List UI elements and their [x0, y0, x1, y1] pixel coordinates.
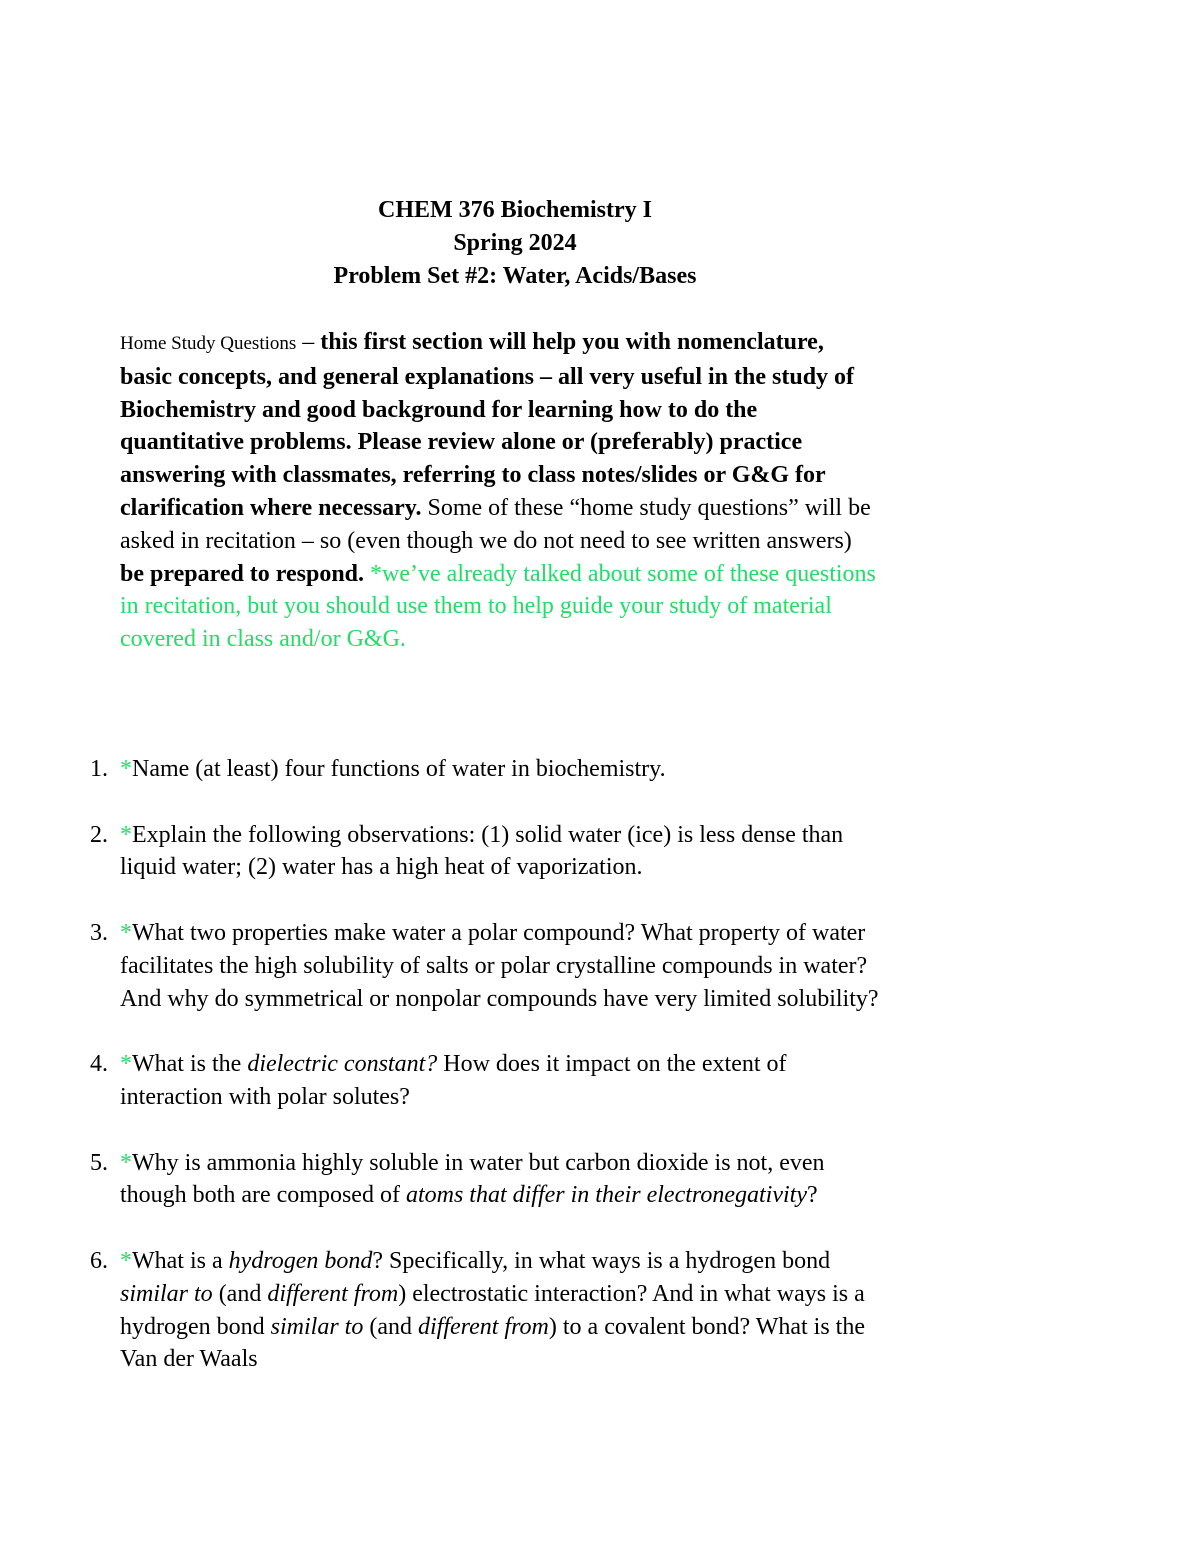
italic-term: atoms that differ in their electronegativity — [405, 1182, 807, 1209]
question-item — [90, 917, 890, 1015]
term: Spring 2024 — [453, 230, 577, 256]
question-item — [90, 1245, 890, 1376]
star-marker: * — [120, 919, 132, 946]
question-item — [90, 819, 890, 885]
italic-term: similar to — [120, 1280, 213, 1307]
question-item — [90, 1048, 890, 1114]
star-marker: * — [120, 756, 132, 782]
italic-term: hydrogen bond — [228, 1247, 373, 1274]
question-number: 1. — [90, 756, 108, 782]
question-item — [90, 753, 890, 786]
star-marker: * — [120, 1051, 132, 1078]
intro-note: *we’ve already talked about some of these questions in recitation, but you should use them to help guide your study of material covered in class and/or G&G. — [120, 560, 876, 653]
intro-bold-text: this first section will help you with nomenclature, basic concepts, and general explanations – all very useful in the study of Biochemistry and good background for learning how to do the quantitative problems. Please review alone or (preferably) practice answering with classmates, referring to class notes/slides or G&G for clarification where necessary. — [120, 329, 855, 521]
question-text: What is the — [132, 1051, 248, 1078]
question-text: Why is ammonia highly soluble in water but carbon dioxide is not, even though both are composed of — [120, 1149, 825, 1209]
question-text: How does it impact on the extent of interaction with polar solutes? — [120, 1051, 787, 1110]
question-item — [90, 1147, 890, 1213]
question-text: ) to a covalent bond? What is the Van der Waals — [120, 1313, 865, 1373]
question-text: What is a — [132, 1247, 229, 1274]
question-number: 3. — [90, 919, 108, 946]
question-text: ) electrostatic interaction? And in what ways is a hydrogen bond — [120, 1280, 865, 1340]
question-number: 5. — [90, 1149, 108, 1176]
intro-label: Home Study Questions — [120, 333, 297, 354]
intro-paragraph — [120, 326, 880, 656]
question-number: 2. — [90, 821, 108, 848]
intro-dash: – — [296, 329, 321, 355]
intro-period: . — [358, 560, 371, 587]
course-title: CHEM 376 Biochemistry I — [378, 197, 652, 223]
question-text: (and — [212, 1280, 268, 1307]
italic-term: different from — [418, 1313, 549, 1340]
italic-term: different from — [267, 1280, 399, 1307]
question-number: 4. — [90, 1051, 108, 1078]
question-number: 6. — [90, 1247, 108, 1274]
italic-term: similar to — [270, 1313, 364, 1340]
question-text: Explain the following observations: (1) solid water (ice) is less dense than liquid water; (2) water has a high heat of vaporization. — [120, 821, 844, 881]
star-marker: * — [120, 821, 132, 848]
italic-term: dielectric constant? — [247, 1051, 438, 1078]
star-marker: * — [120, 1247, 132, 1274]
star-marker: * — [120, 1149, 132, 1176]
question-text: ? — [806, 1182, 818, 1209]
question-text: What two properties make water a polar compound? What property of water facilitates the high solubility of salts or polar crystalline compounds in water? And why do symmetrical or nonpolar compounds have very limited solubility? — [120, 919, 879, 1012]
intro-plain-text: Some of these “home study questions” will be asked in recitation – so (even though we do not need to see written answers) — [120, 494, 871, 554]
document-header — [0, 194, 1030, 293]
question-list — [90, 753, 890, 1409]
question-text: Name (at least) four functions of water in biochemistry. — [132, 756, 666, 782]
question-text: ? Specifically, in what ways is a hydrogen bond — [372, 1247, 831, 1274]
question-text: (and — [363, 1313, 418, 1340]
intro-bold-end: be prepared to respond — [120, 560, 359, 587]
problem-set-title: Problem Set #2: Water, Acids/Bases — [333, 263, 697, 289]
